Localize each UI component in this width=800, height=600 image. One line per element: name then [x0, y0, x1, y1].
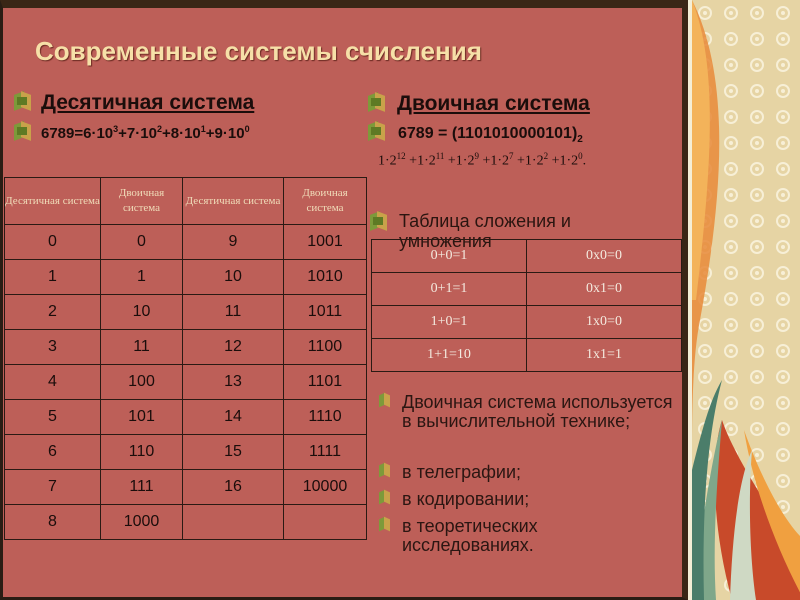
table-cell: 1000 — [101, 505, 183, 540]
table-cell: 12 — [183, 330, 284, 365]
bullet-icon — [13, 91, 33, 111]
exponent: 2 — [543, 151, 549, 161]
decimal-formula — [41, 124, 250, 142]
table-header-row — [5, 178, 367, 225]
table-row — [5, 365, 367, 400]
exponent: 0 — [244, 124, 250, 134]
table-cell: 4 — [5, 365, 101, 400]
table-cell: 11 — [183, 295, 284, 330]
list-item: в теоретических исследованиях. — [402, 516, 538, 555]
exponent: 3 — [113, 124, 119, 134]
table-cell: 1011 — [284, 295, 367, 330]
ops-cell: 1+1=10 — [372, 339, 527, 372]
ops-row — [372, 306, 682, 339]
formula-term: +1·2 — [478, 153, 510, 169]
exponent: 7 — [509, 151, 514, 161]
table-header: Двоичная система — [101, 178, 183, 225]
binary-formula-base: 2 — [577, 134, 583, 146]
ops-row — [372, 273, 682, 306]
list-item: в телеграфии; — [402, 462, 522, 482]
table-cell: 110 — [101, 435, 183, 470]
decimal-heading: Десятичная система — [41, 91, 255, 114]
formula-term: +1·2 — [548, 153, 579, 169]
list-item: в кодировании; — [402, 489, 530, 509]
ops-cell: 0+1=1 — [372, 273, 527, 306]
table-cell: 7 — [5, 470, 101, 505]
table-cell: 1 — [101, 260, 183, 295]
bullet-icon — [369, 211, 389, 231]
exponent: 0 — [578, 151, 583, 161]
ops-cell: 0x1=0 — [527, 273, 682, 306]
table-cell: 10 — [183, 260, 284, 295]
ops-table-title: Таблица сложения и умножения — [399, 211, 571, 251]
bullet-icon — [379, 464, 391, 478]
table-cell: 100 — [101, 365, 183, 400]
ops-cell: 0+0=1 — [372, 240, 527, 273]
formula-term: 1·2 — [378, 153, 397, 169]
exponent: 12 — [396, 151, 406, 161]
ops-table — [371, 239, 682, 372]
formula-term: +7·10 — [118, 125, 157, 142]
ops-row — [372, 240, 682, 273]
table-row — [5, 470, 367, 505]
formula-term: +1·2 — [513, 153, 544, 169]
formula-term: . — [582, 153, 587, 169]
decorative-pattern-image — [692, 0, 800, 600]
bullet-icon — [13, 121, 33, 141]
exponent: 9 — [474, 151, 479, 161]
table-cell: 1010 — [284, 260, 367, 295]
ops-row — [372, 339, 682, 372]
table-cell: 2 — [5, 295, 101, 330]
table-cell — [284, 505, 367, 540]
table-row — [5, 400, 367, 435]
table-header: Двоичная система — [284, 178, 367, 225]
table-cell: 10 — [101, 295, 183, 330]
exponent: 1 — [200, 124, 206, 134]
table-row — [5, 260, 367, 295]
table-cell: 8 — [5, 505, 101, 540]
table-row — [5, 330, 367, 365]
table-cell: 9 — [183, 225, 284, 260]
formula-term: +1·2 — [405, 153, 436, 169]
table-cell — [183, 505, 284, 540]
exponent: 2 — [156, 124, 162, 134]
binary-heading: Двоичная система — [397, 92, 590, 115]
table-cell: 3 — [5, 330, 101, 365]
table-cell: 1101 — [284, 365, 367, 400]
table-cell: 0 — [101, 225, 183, 260]
table-cell: 1110 — [284, 400, 367, 435]
ops-cell: 1x0=0 — [527, 306, 682, 339]
table-cell: 11 — [101, 330, 183, 365]
table-cell: 1100 — [284, 330, 367, 365]
formula-term: +9·10 — [205, 125, 245, 142]
slide-title: Современные системы счисления — [35, 36, 482, 66]
bullet-icon — [367, 121, 387, 141]
table-cell: 16 — [183, 470, 284, 505]
table-row — [5, 435, 367, 470]
ops-cell: 0x0=0 — [527, 240, 682, 273]
exponent: 11 — [435, 151, 445, 161]
table-cell: 1001 — [284, 225, 367, 260]
table-cell: 10000 — [284, 470, 367, 505]
table-cell: 0 — [5, 225, 101, 260]
binary-formula — [398, 125, 583, 145]
table-cell: 111 — [101, 470, 183, 505]
table-cell: 6 — [5, 435, 101, 470]
formula-term: +8·10 — [161, 125, 201, 142]
bullet-icon — [367, 92, 387, 112]
table-cell: 15 — [183, 435, 284, 470]
binary-formula-main: 6789 = (1101010000101) — [398, 125, 578, 142]
formula-term: +1·2 — [444, 153, 475, 169]
ops-cell: 1+0=1 — [372, 306, 527, 339]
table-cell: 13 — [183, 365, 284, 400]
table-row — [5, 295, 367, 330]
table-cell: 101 — [101, 400, 183, 435]
bullet-icon — [379, 491, 391, 505]
table-cell: 1 — [5, 260, 101, 295]
bullet-icon — [379, 394, 391, 408]
list-item: Двоичная система используется в вычислительной технике; — [402, 392, 673, 431]
table-row — [5, 505, 367, 540]
binary-expansion — [378, 151, 586, 170]
decorative-strip — [688, 0, 800, 600]
table-cell: 1111 — [284, 435, 367, 470]
table-header: Десятичная система — [5, 178, 101, 225]
table-cell: 14 — [183, 400, 284, 435]
ops-cell: 1x1=1 — [527, 339, 682, 372]
table-cell: 5 — [5, 400, 101, 435]
table-header: Десятичная система — [183, 178, 284, 225]
formula-term: 6789=6·10 — [41, 125, 114, 142]
conversion-table — [4, 177, 367, 540]
table-row — [5, 225, 367, 260]
bullet-icon — [379, 518, 391, 532]
